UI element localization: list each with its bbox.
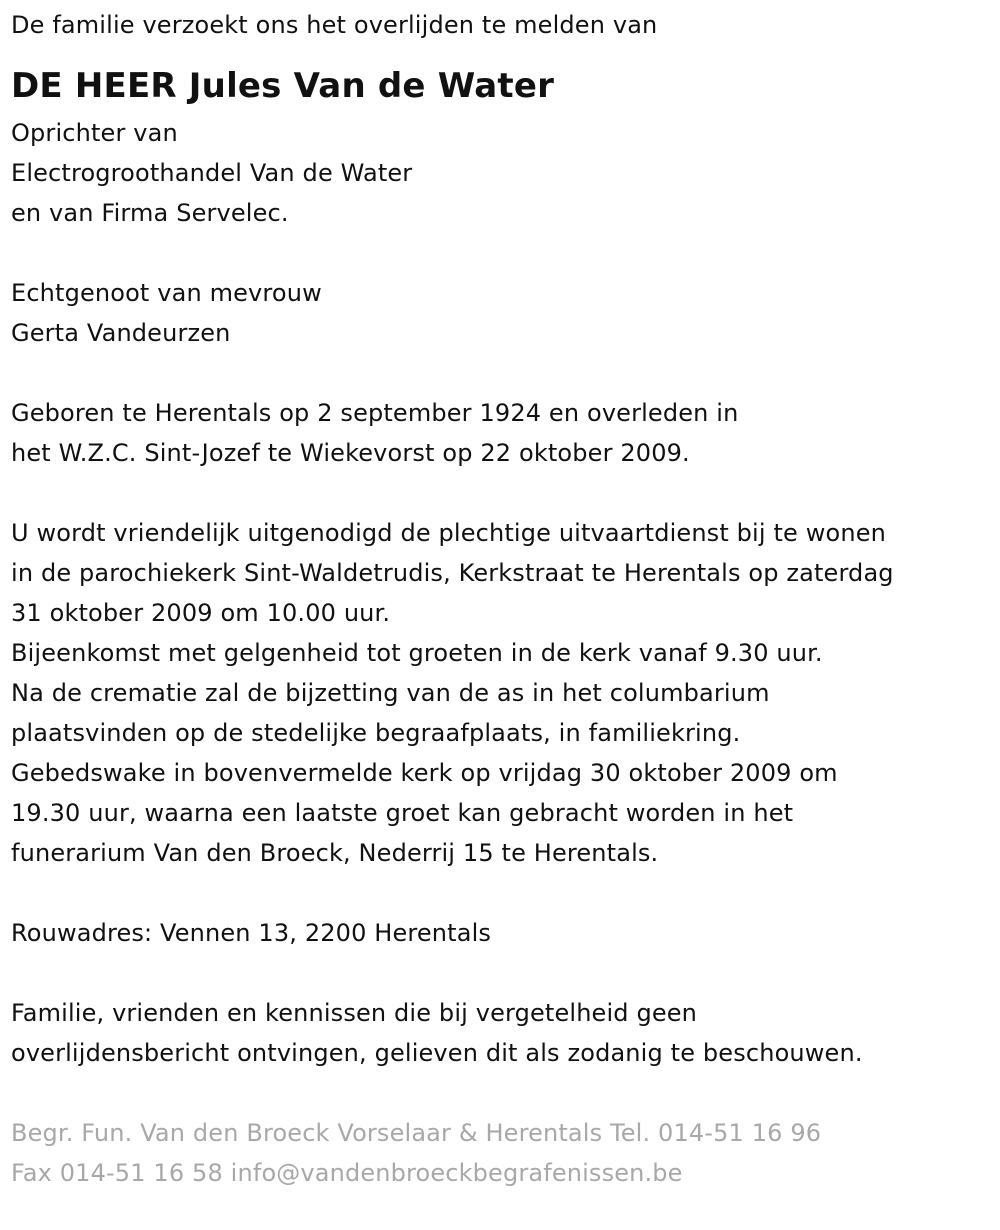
service-line: plaatsvinden op de stedelijke begraafplaats, in familiekring. <box>11 719 741 747</box>
spouse-line: Echtgenoot van mevrouw <box>11 279 322 307</box>
service-line: Gebedswake in bovenvermelde kerk op vrijdag 30 oktober 2009 om <box>11 759 838 787</box>
service-line: 31 oktober 2009 om 10.00 uur. <box>11 599 391 627</box>
service-line: U wordt vriendelijk uitgenodigd de plechtige uitvaartdienst bij te wonen <box>11 519 886 547</box>
service-block <box>11 513 996 873</box>
service-line: funerarium Van den Broeck, Nederrij 15 te Herentals. <box>11 839 659 867</box>
spacer <box>11 473 996 513</box>
spouse-block <box>11 273 996 353</box>
deceased-name: DE HEER Jules Van de Water <box>11 66 555 106</box>
notice-line: Familie, vrienden en kennissen die bij vergetelheid geen <box>11 999 698 1027</box>
founder-block <box>11 113 996 233</box>
service-line: Bijeenkomst met gelgenheid tot groeten in de kerk vanaf 9.30 uur. <box>11 639 823 667</box>
intro-text: De familie verzoekt ons het overlijden te melden van <box>11 11 658 39</box>
notice-line: overlijdensbericht ontvingen, gelieven dit als zodanig te beschouwen. <box>11 1039 863 1067</box>
spouse-line: Gerta Vandeurzen <box>11 319 231 347</box>
mourning-address: Rouwadres: Vennen 13, 2200 Herentals <box>11 919 492 947</box>
service-line: 19.30 uur, waarna een laatste groet kan gebracht worden in het <box>11 799 794 827</box>
spacer <box>11 1073 996 1113</box>
spacer <box>11 953 996 993</box>
service-line: in de parochiekerk Sint-Waldetrudis, Kerkstraat te Herentals op zaterdag <box>11 559 894 587</box>
spacer <box>11 233 996 273</box>
death-notice <box>11 5 996 1193</box>
footer-line: Fax 014-51 16 58 info@vandenbroeckbegrafenissen.be <box>11 1159 683 1187</box>
founder-line: Electrogroothandel Van de Water <box>11 159 413 187</box>
spacer <box>11 873 996 913</box>
funeral-home-footer <box>11 1113 996 1193</box>
service-line: Na de crematie zal de bijzetting van de as in het columbarium <box>11 679 770 707</box>
founder-line: en van Firma Servelec. <box>11 199 289 227</box>
birth-death-line: het W.Z.C. Sint-Jozef te Wiekevorst op 22 oktober 2009. <box>11 439 690 467</box>
footer-line: Begr. Fun. Van den Broeck Vorselaar & Herentals Tel. 014-51 16 96 <box>11 1119 822 1147</box>
founder-line: Oprichter van <box>11 119 178 147</box>
birth-death-line: Geboren te Herentals op 2 september 1924 en overleden in <box>11 399 739 427</box>
spacer <box>11 353 996 393</box>
birth-death-block <box>11 393 996 473</box>
notice-block <box>11 993 996 1073</box>
